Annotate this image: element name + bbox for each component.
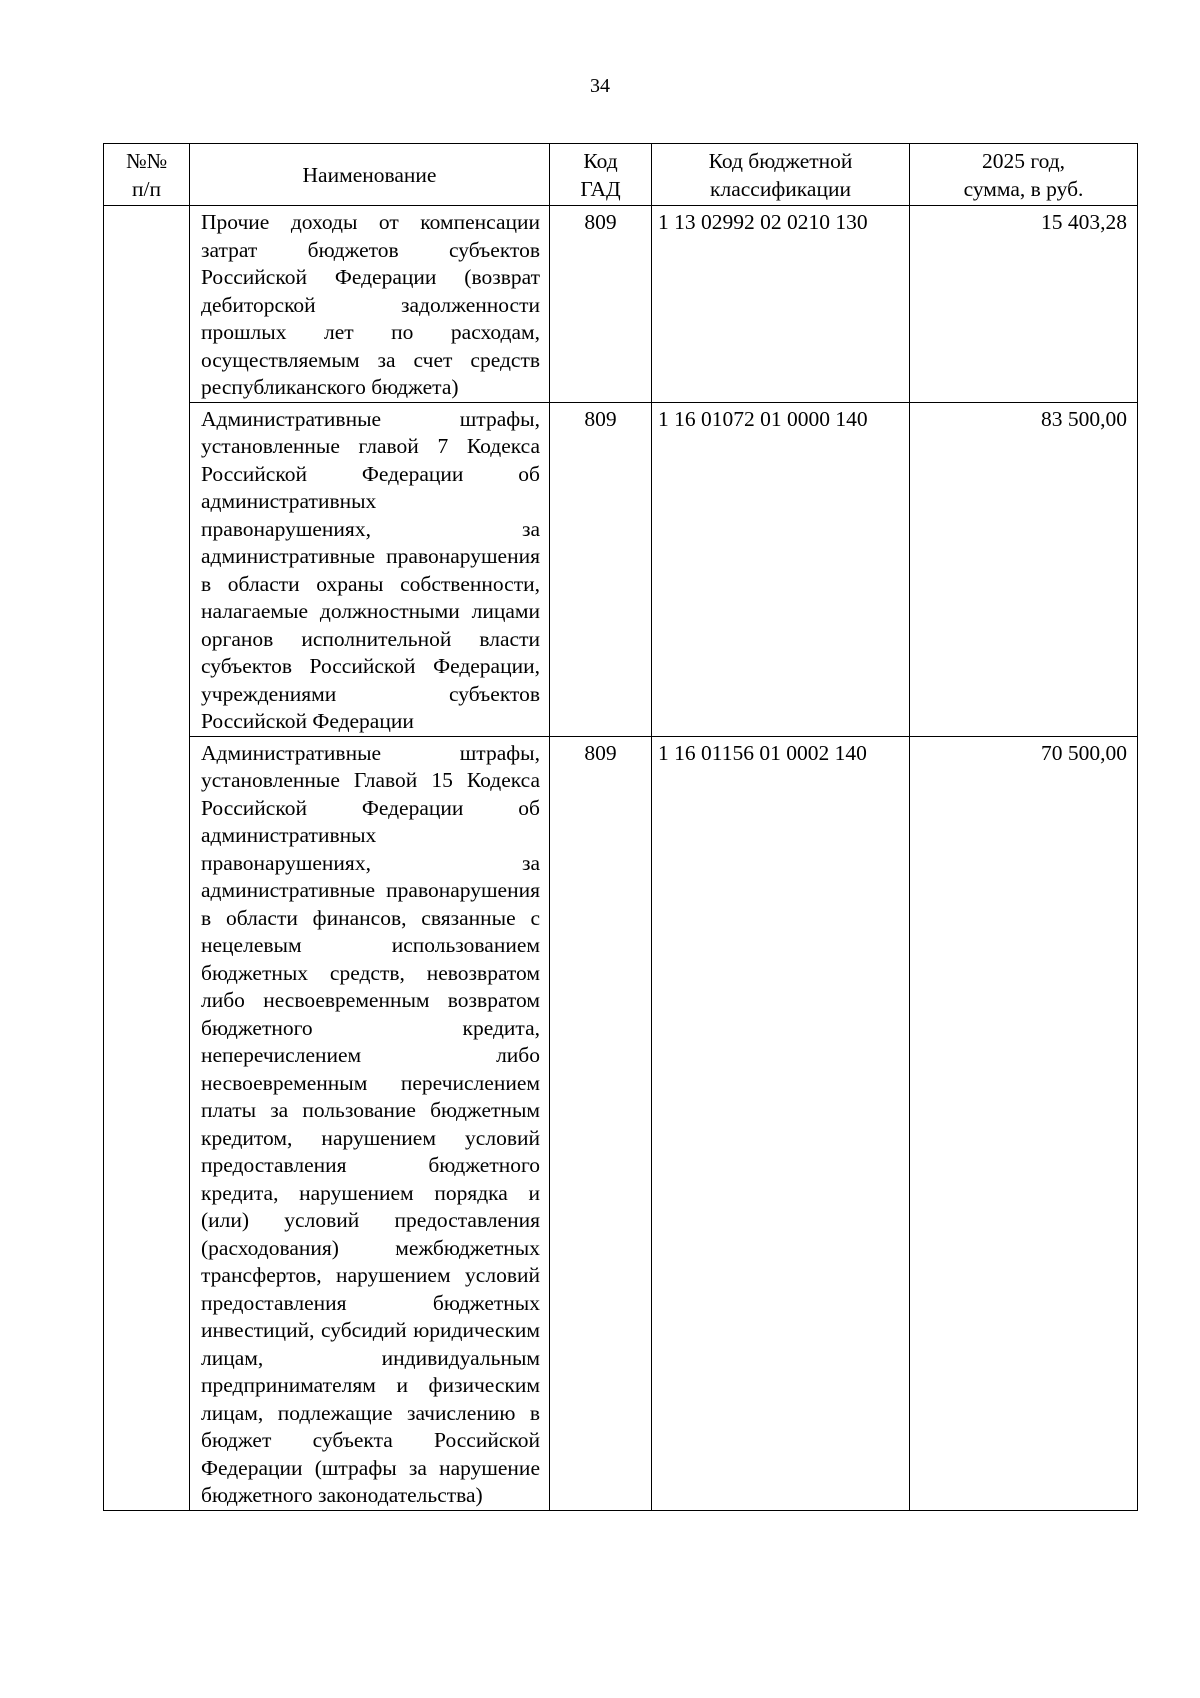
row-number-cell (104, 206, 190, 1511)
row-sum-cell: 70 500,00 (910, 736, 1138, 1510)
row-name-cell: Прочие доходы от компенсации затрат бюджетов субъектов Российской Федерации (возврат дебиторской задолженности прошлых лет по расходам, осуществляемым за счет средств республиканского бюджета) (190, 206, 550, 403)
row-kbk-cell: 1 16 01072 01 0000 140 (652, 402, 910, 736)
header-kbk (652, 144, 910, 206)
table-header-row (104, 144, 1138, 206)
row-sum-cell: 83 500,00 (910, 402, 1138, 736)
header-num (104, 144, 190, 206)
row-name-cell: Административные штрафы, установленные Главой 15 Кодекса Российской Федерации об административных правонарушениях, за административные правонарушения в области финансов, связанные с нецелевым использованием бюджетных средств, невозвратом либо несвоевременным возвратом бюджетного кредита, неперечислением либо несвоевременным перечислением платы за пользование бюджетным кредитом, нарушением условий предоставления бюджетного кредита, нарушением порядка и (или) условий предоставления (расходования) межбюджетных трансфертов, нарушением условий предоставления бюджетных инвестиций, субсидий юридическим лицам, индивидуальным предпринимателям и физическим лицам, подлежащие зачислению в бюджет субъекта Российской Федерации (штрафы за нарушение бюджетного законодательства) (190, 736, 550, 1510)
header-name: Наименование (190, 144, 550, 206)
row-gad-cell: 809 (550, 736, 652, 1510)
row-kbk-cell: 1 13 02992 02 0210 130 (652, 206, 910, 403)
table-row (104, 402, 1138, 736)
header-sum-line-1: 2025 год, (981, 149, 1066, 173)
table-row (104, 206, 1138, 403)
header-sum (910, 144, 1138, 206)
header-num-line-1: №№ (125, 149, 168, 173)
header-num-line-2: п/п (132, 176, 161, 201)
revenue-table (103, 143, 1138, 1511)
header-gad-line-2: ГАД (580, 176, 621, 201)
row-gad-cell: 809 (550, 206, 652, 403)
page-number: 34 (590, 75, 610, 97)
row-name-cell: Административные штрафы, установленные главой 7 Кодекса Российской Федерации об административных правонарушениях, за административные правонарушения в области охраны собственности, налагаемые должностными лицами органов исполнительной власти субъектов Российской Федерации, учреждениями субъектов Российской Федерации (190, 402, 550, 736)
header-gad (550, 144, 652, 206)
header-sum-line-2: сумма, в руб. (963, 176, 1084, 201)
row-gad-cell: 809 (550, 402, 652, 736)
row-kbk-cell: 1 16 01156 01 0002 140 (652, 736, 910, 1510)
header-kbk-line-2: классификации (710, 176, 851, 201)
table-row (104, 736, 1138, 1510)
row-sum-cell: 15 403,28 (910, 206, 1138, 403)
header-kbk-line-1: Код бюджетной (708, 149, 853, 173)
header-gad-line-1: Код (583, 149, 618, 173)
